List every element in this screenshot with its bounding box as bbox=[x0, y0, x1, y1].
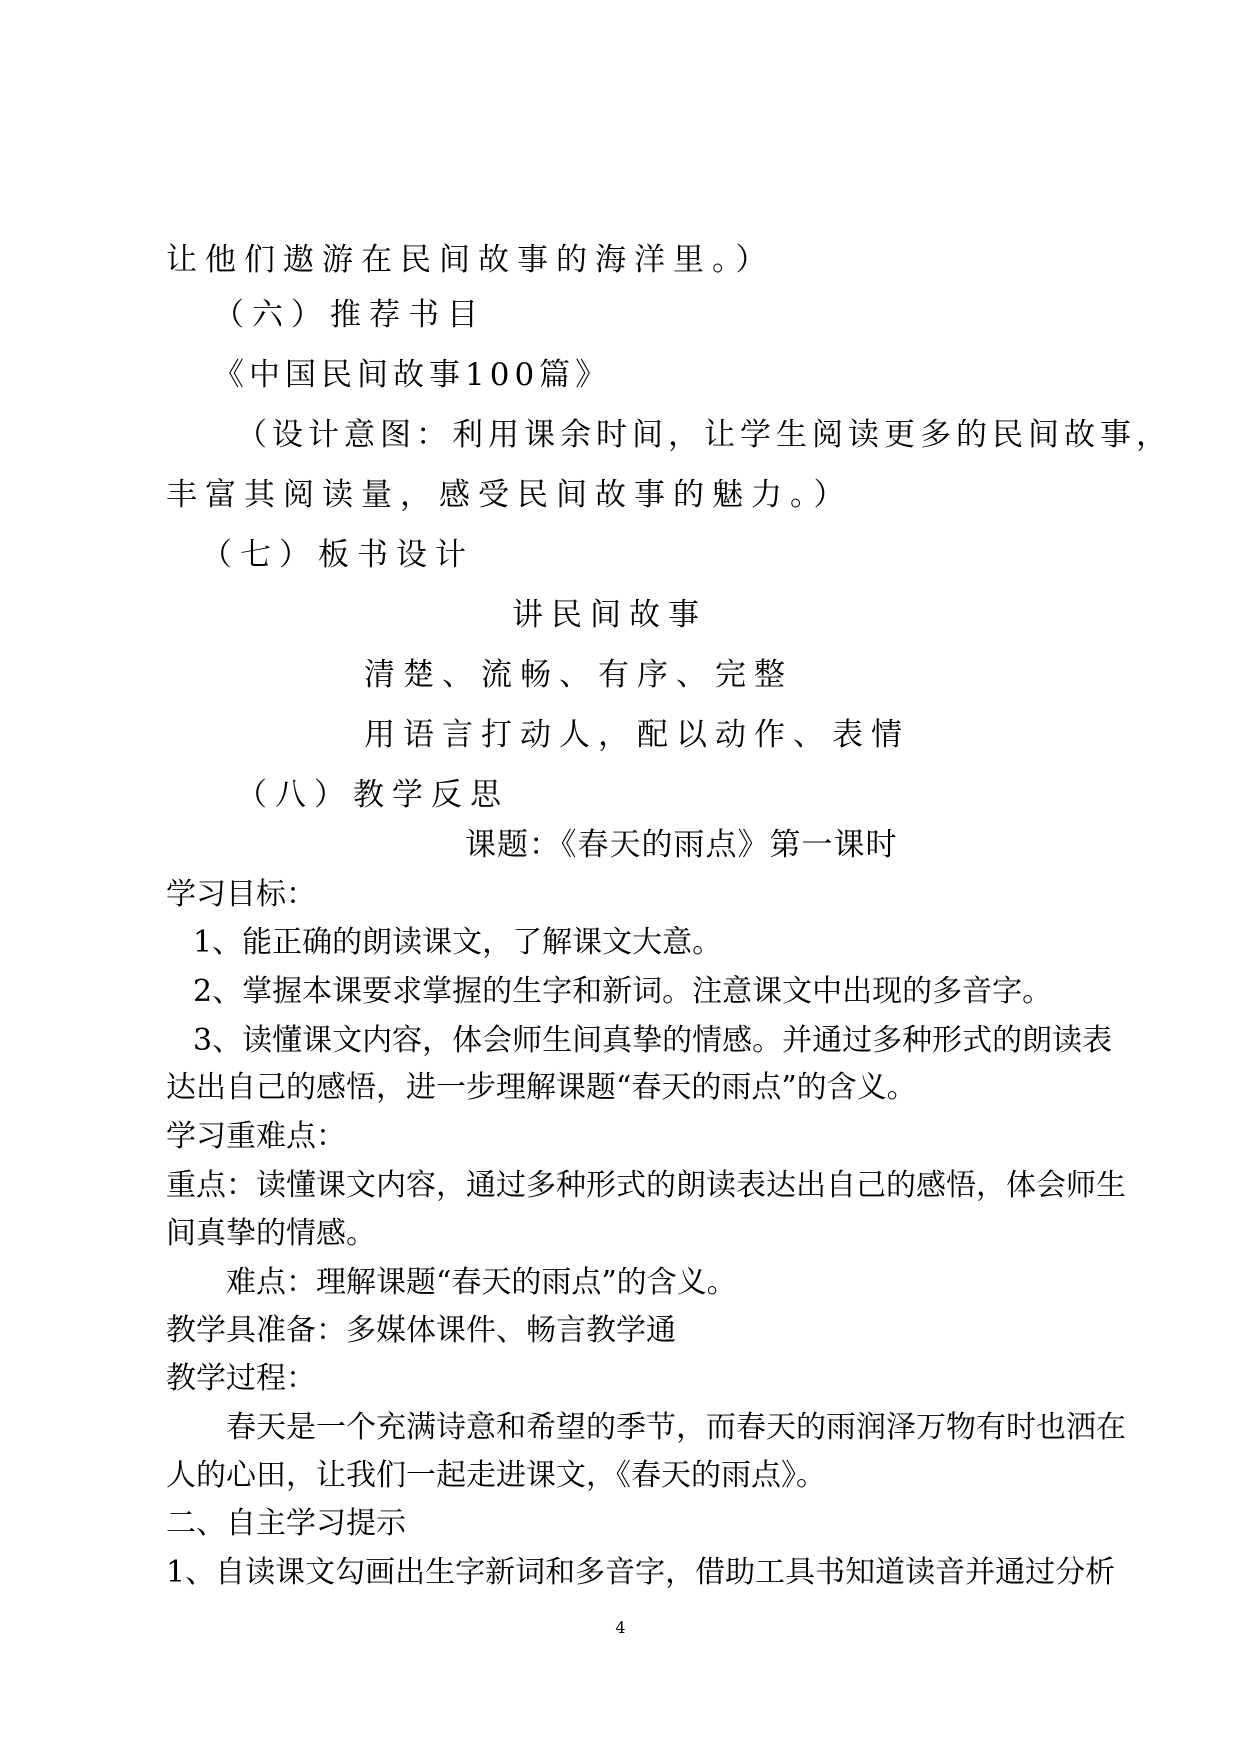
difficulty-point: 难点：理解课题“春天的雨点”的含义。 bbox=[226, 1265, 737, 1300]
goals-label: 学习目标： bbox=[166, 877, 316, 912]
key-point-line-1: 重点：读懂课文内容，通过多种形式的朗读表达出自己的感悟，体会师生 bbox=[166, 1168, 1126, 1203]
section-heading-8: （八）教学反思 bbox=[236, 777, 509, 813]
design-intent-line-1: （设计意图：利用课余时间，让学生阅读更多的民间故事， bbox=[236, 417, 1172, 453]
key-points-label: 学习重难点： bbox=[166, 1119, 346, 1154]
teaching-tools: 教学具准备：多媒体课件、畅言教学通 bbox=[166, 1313, 676, 1348]
page-number: 4 bbox=[615, 1618, 626, 1637]
board-line-1: 清楚、流畅、有序、完整 bbox=[364, 657, 793, 693]
step-1: 1、自读课文勾画出生字新词和多音字，借助工具书知道读音并通过分析 bbox=[166, 1555, 1116, 1590]
section-2-heading: 二、自主学习提示 bbox=[166, 1506, 406, 1541]
board-line-2: 用语言打动人，配以动作、表情 bbox=[364, 717, 910, 753]
design-intent-line-2: 丰富其阅读量，感受民间故事的魅力。） bbox=[166, 477, 853, 513]
process-label: 教学过程： bbox=[166, 1361, 316, 1396]
book-title: 《中国民间故事100篇》 bbox=[213, 357, 612, 393]
goal-3-line-2: 达出自己的感悟，进一步理解课题“春天的雨点”的含义。 bbox=[166, 1070, 917, 1105]
key-point-line-2: 间真挚的情感。 bbox=[166, 1216, 376, 1251]
section-heading-6: （六）推荐书目 bbox=[213, 297, 486, 333]
goal-1: 1、能正确的朗读课文，了解课文大意。 bbox=[193, 925, 723, 960]
paragraph-line: 让他们遨游在民间故事的海洋里。） bbox=[166, 242, 775, 278]
intro-line-1: 春天是一个充满诗意和希望的季节，而春天的雨润泽万物有时也洒在 bbox=[226, 1410, 1126, 1445]
board-title: 讲民间故事 bbox=[512, 597, 707, 633]
goal-2: 2、掌握本课要求掌握的生字和新词。注意课文中出现的多音字。 bbox=[193, 974, 1053, 1009]
intro-line-2: 人的心田，让我们一起走进课文，《春天的雨点》。 bbox=[166, 1458, 826, 1493]
lesson-title: 课题：《春天的雨点》第一课时 bbox=[465, 827, 898, 863]
goal-3-line-1: 3、读懂课文内容，体会师生间真挚的情感。并通过多种形式的朗读表 bbox=[193, 1023, 1113, 1058]
section-heading-7: （七）板书设计 bbox=[201, 537, 474, 573]
